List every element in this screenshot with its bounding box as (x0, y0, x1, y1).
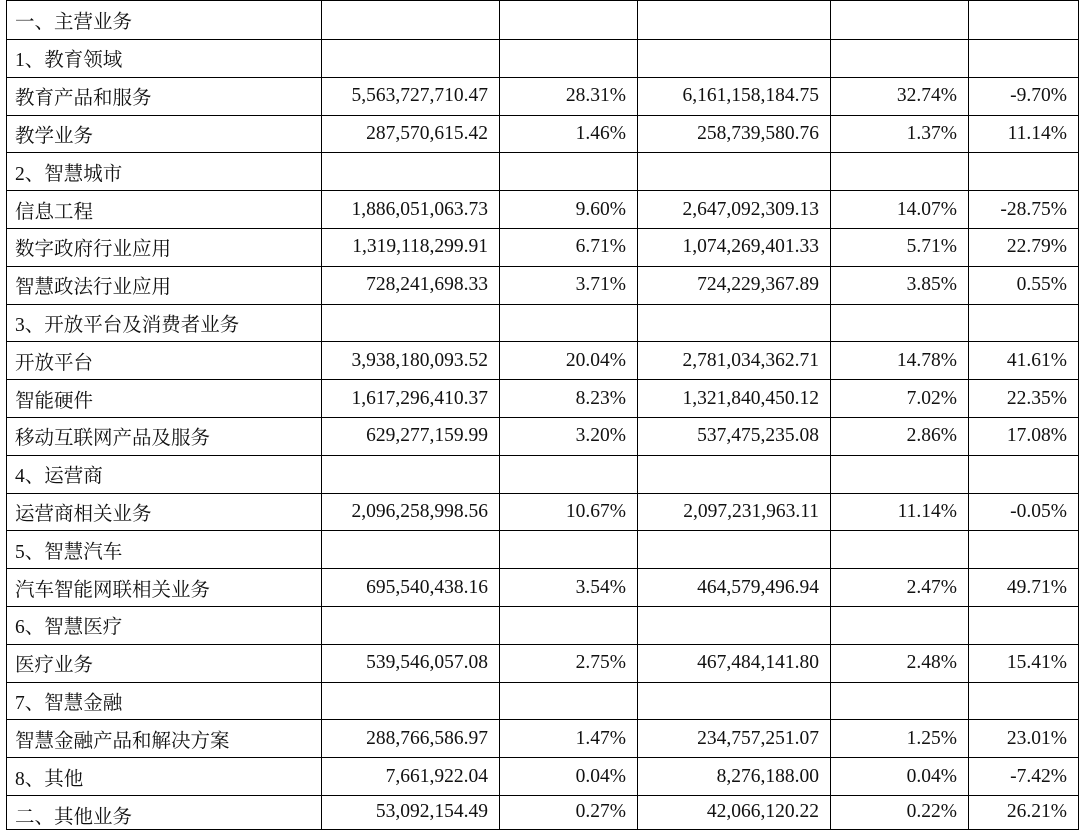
value-cell (638, 153, 831, 191)
value-cell (638, 682, 831, 720)
value-cell: 11.14% (969, 115, 1079, 153)
table-row (7, 342, 1079, 380)
table-row (7, 493, 1079, 531)
value-cell: -28.75% (969, 191, 1079, 229)
value-cell: 1,319,118,299.91 (322, 228, 500, 266)
row-label: 智慧政法行业应用 (7, 266, 322, 304)
value-cell: 15.41% (969, 644, 1079, 682)
value-cell (969, 531, 1079, 569)
row-label: 医疗业务 (7, 644, 322, 682)
value-cell: 3.20% (500, 417, 638, 455)
row-label: 智慧金融产品和解决方案 (7, 720, 322, 758)
value-cell (322, 455, 500, 493)
value-cell (500, 1, 638, 40)
table-row (7, 191, 1079, 229)
table-row (7, 455, 1079, 493)
row-label: 信息工程 (7, 191, 322, 229)
value-cell: 629,277,159.99 (322, 417, 500, 455)
value-cell: 53,092,154.49 (322, 795, 500, 829)
value-cell (638, 606, 831, 644)
value-cell: 1.46% (500, 115, 638, 153)
value-cell (322, 1, 500, 40)
value-cell: 464,579,496.94 (638, 569, 831, 607)
value-cell: 23.01% (969, 720, 1079, 758)
value-cell (322, 531, 500, 569)
table-row (7, 569, 1079, 607)
value-cell: 17.08% (969, 417, 1079, 455)
table-row (7, 40, 1079, 78)
value-cell: 0.22% (831, 795, 969, 829)
row-label: 二、其他业务 (7, 795, 322, 829)
table-body (7, 1, 1079, 830)
table-row (7, 266, 1079, 304)
table-row (7, 77, 1079, 115)
value-cell: 724,229,367.89 (638, 266, 831, 304)
value-cell: 9.60% (500, 191, 638, 229)
value-cell (500, 606, 638, 644)
value-cell: 3.85% (831, 266, 969, 304)
value-cell (831, 304, 969, 342)
value-cell (969, 606, 1079, 644)
row-label: 汽车智能网联相关业务 (7, 569, 322, 607)
row-label: 4、运营商 (7, 455, 322, 493)
value-cell: 7.02% (831, 380, 969, 418)
value-cell: 3.54% (500, 569, 638, 607)
value-cell: 26.21% (969, 795, 1079, 829)
value-cell: 42,066,120.22 (638, 795, 831, 829)
value-cell (500, 153, 638, 191)
value-cell: 8,276,188.00 (638, 758, 831, 796)
value-cell (969, 40, 1079, 78)
value-cell (831, 531, 969, 569)
value-cell (500, 682, 638, 720)
value-cell: 1.47% (500, 720, 638, 758)
value-cell: 2.75% (500, 644, 638, 682)
value-cell (831, 606, 969, 644)
value-cell (969, 1, 1079, 40)
table-row (7, 720, 1079, 758)
value-cell: 2.48% (831, 644, 969, 682)
value-cell: -7.42% (969, 758, 1079, 796)
value-cell: 7,661,922.04 (322, 758, 500, 796)
value-cell: 20.04% (500, 342, 638, 380)
row-label: 2、智慧城市 (7, 153, 322, 191)
value-cell: 0.04% (500, 758, 638, 796)
row-label: 教学业务 (7, 115, 322, 153)
value-cell: 5,563,727,710.47 (322, 77, 500, 115)
value-cell: 2,097,231,963.11 (638, 493, 831, 531)
row-label: 3、开放平台及消费者业务 (7, 304, 322, 342)
value-cell (831, 455, 969, 493)
value-cell: 1.37% (831, 115, 969, 153)
value-cell: 728,241,698.33 (322, 266, 500, 304)
value-cell: 467,484,141.80 (638, 644, 831, 682)
value-cell (831, 153, 969, 191)
value-cell: 0.04% (831, 758, 969, 796)
table-row (7, 644, 1079, 682)
value-cell: 5.71% (831, 228, 969, 266)
table-row (7, 1, 1079, 40)
value-cell (638, 531, 831, 569)
table-row (7, 606, 1079, 644)
value-cell: 2,096,258,998.56 (322, 493, 500, 531)
value-cell: 288,766,586.97 (322, 720, 500, 758)
value-cell: 49.71% (969, 569, 1079, 607)
row-label: 教育产品和服务 (7, 77, 322, 115)
row-label: 智能硬件 (7, 380, 322, 418)
value-cell: 287,570,615.42 (322, 115, 500, 153)
value-cell: -9.70% (969, 77, 1079, 115)
value-cell (831, 682, 969, 720)
value-cell: 234,757,251.07 (638, 720, 831, 758)
value-cell (969, 455, 1079, 493)
row-label: 5、智慧汽车 (7, 531, 322, 569)
value-cell (638, 304, 831, 342)
value-cell (969, 682, 1079, 720)
value-cell (322, 40, 500, 78)
value-cell: 22.79% (969, 228, 1079, 266)
value-cell: 14.78% (831, 342, 969, 380)
value-cell: 3,938,180,093.52 (322, 342, 500, 380)
value-cell: 1.25% (831, 720, 969, 758)
value-cell: 8.23% (500, 380, 638, 418)
value-cell (322, 304, 500, 342)
value-cell: 0.55% (969, 266, 1079, 304)
value-cell (500, 304, 638, 342)
row-label: 7、智慧金融 (7, 682, 322, 720)
value-cell: 539,546,057.08 (322, 644, 500, 682)
row-label: 8、其他 (7, 758, 322, 796)
value-cell: 32.74% (831, 77, 969, 115)
value-cell: 6,161,158,184.75 (638, 77, 831, 115)
value-cell: 258,739,580.76 (638, 115, 831, 153)
value-cell (969, 153, 1079, 191)
value-cell (322, 606, 500, 644)
table-row (7, 682, 1079, 720)
value-cell: 2.47% (831, 569, 969, 607)
value-cell: 10.67% (500, 493, 638, 531)
value-cell: 2,647,092,309.13 (638, 191, 831, 229)
row-label: 6、智慧医疗 (7, 606, 322, 644)
value-cell (322, 153, 500, 191)
table-row (7, 153, 1079, 191)
value-cell: 2,781,034,362.71 (638, 342, 831, 380)
value-cell (500, 40, 638, 78)
value-cell (638, 455, 831, 493)
value-cell: 1,321,840,450.12 (638, 380, 831, 418)
row-label: 数字政府行业应用 (7, 228, 322, 266)
value-cell: 695,540,438.16 (322, 569, 500, 607)
value-cell (500, 455, 638, 493)
value-cell: 3.71% (500, 266, 638, 304)
value-cell: 1,886,051,063.73 (322, 191, 500, 229)
value-cell: 6.71% (500, 228, 638, 266)
value-cell: 28.31% (500, 77, 638, 115)
value-cell (500, 531, 638, 569)
value-cell (638, 1, 831, 40)
value-cell: 1,074,269,401.33 (638, 228, 831, 266)
table-row (7, 417, 1079, 455)
value-cell (322, 682, 500, 720)
table-row (7, 531, 1079, 569)
value-cell: 11.14% (831, 493, 969, 531)
row-label: 开放平台 (7, 342, 322, 380)
value-cell: 22.35% (969, 380, 1079, 418)
value-cell: 41.61% (969, 342, 1079, 380)
value-cell (638, 40, 831, 78)
table-row (7, 115, 1079, 153)
table-row (7, 380, 1079, 418)
revenue-breakdown-table (6, 0, 1079, 830)
value-cell (831, 1, 969, 40)
row-label: 一、主营业务 (7, 1, 322, 40)
value-cell: -0.05% (969, 493, 1079, 531)
row-label: 1、教育领域 (7, 40, 322, 78)
value-cell: 537,475,235.08 (638, 417, 831, 455)
value-cell (831, 40, 969, 78)
value-cell: 1,617,296,410.37 (322, 380, 500, 418)
value-cell: 14.07% (831, 191, 969, 229)
table-row (7, 758, 1079, 796)
row-label: 运营商相关业务 (7, 493, 322, 531)
value-cell: 2.86% (831, 417, 969, 455)
value-cell (969, 304, 1079, 342)
table-row (7, 304, 1079, 342)
row-label: 移动互联网产品及服务 (7, 417, 322, 455)
table-row (7, 228, 1079, 266)
table-row (7, 795, 1079, 829)
value-cell: 0.27% (500, 795, 638, 829)
